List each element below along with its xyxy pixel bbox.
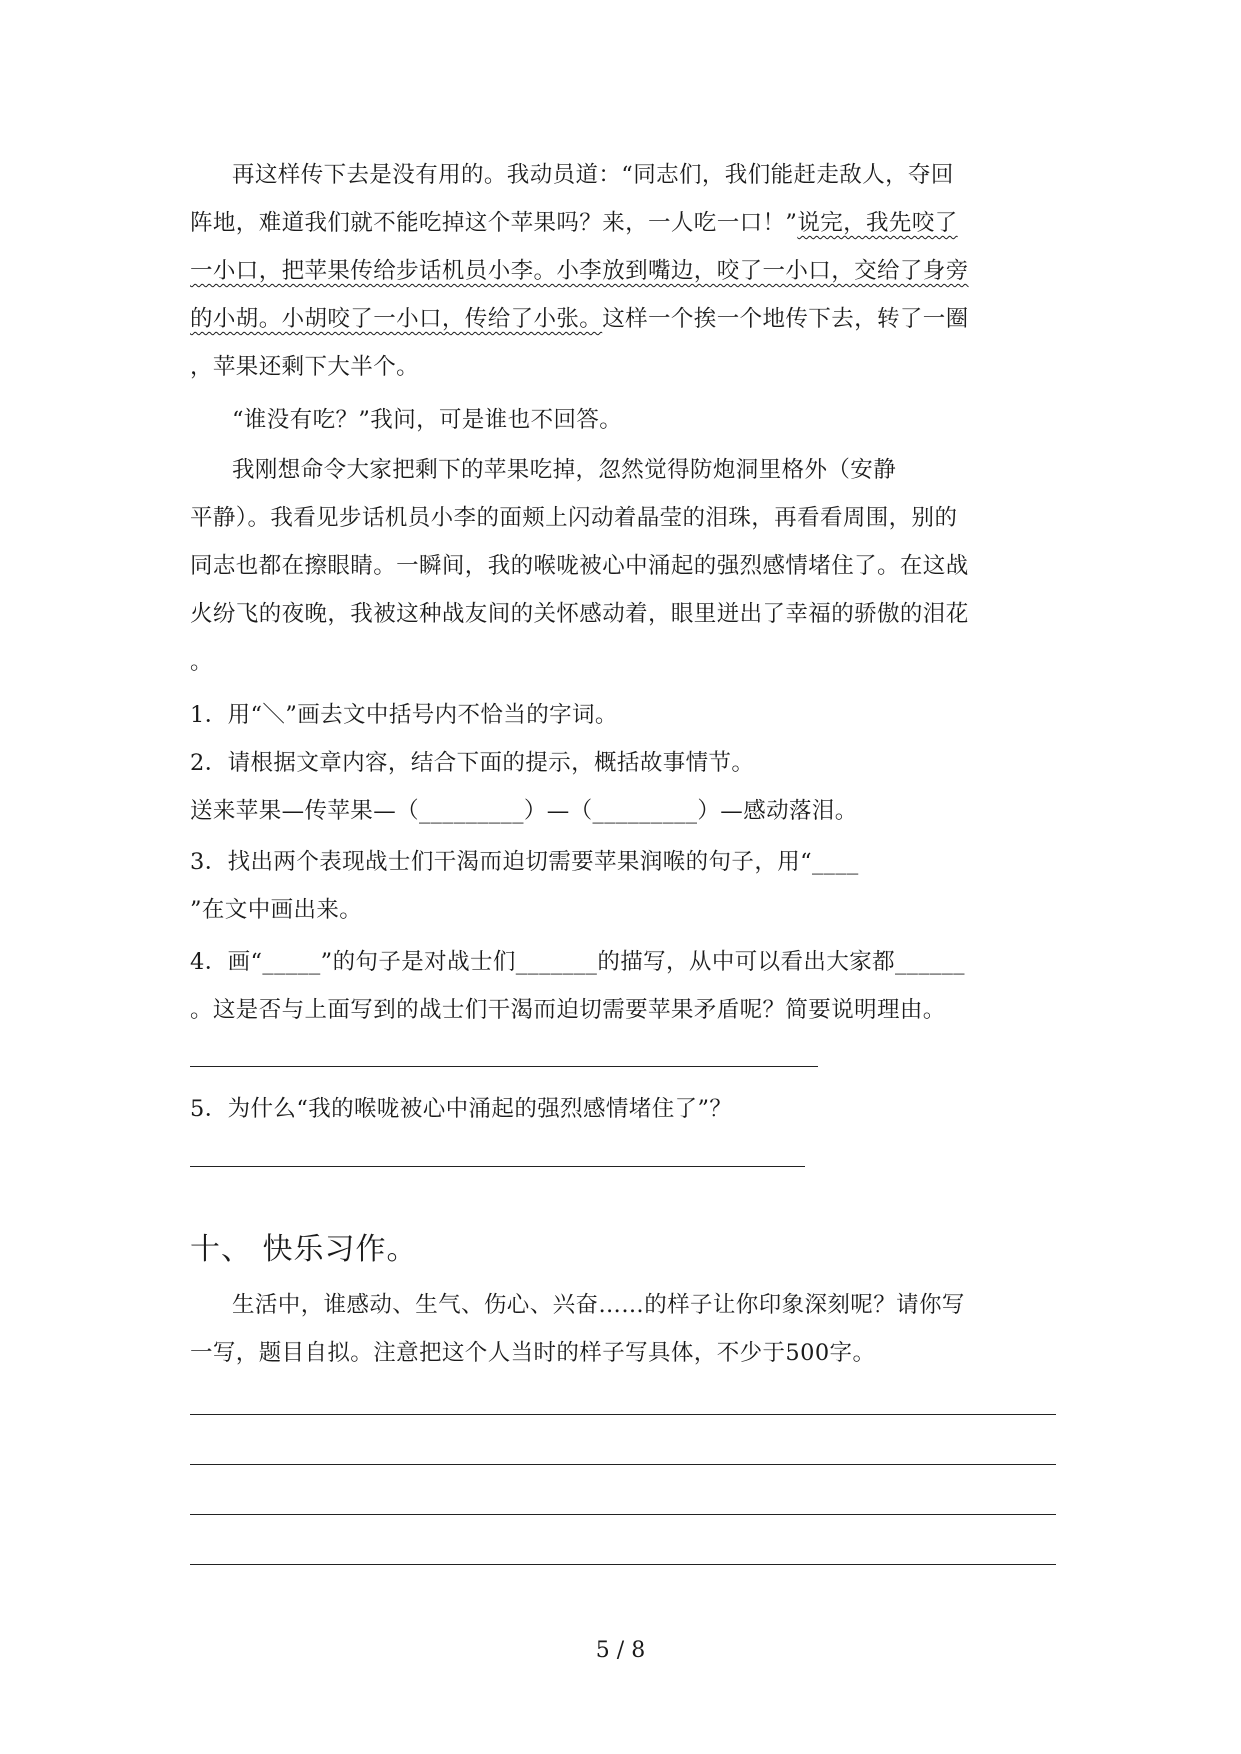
passage-line: 火纷飞的夜晚，我被这种战友间的关怀感动着，眼里迸出了幸福的骄傲的泪花: [190, 601, 969, 627]
passage-line: 同志也都在擦眼睛。一瞬间，我的喉咙被心中涌起的强烈感情堵住了。在这战: [190, 553, 969, 579]
page-number: 5 / 8: [595, 1638, 646, 1663]
passage-text: 这样一个挨一个地传下去，转了一圈: [602, 306, 969, 332]
question-3: 3．找出两个表现战士们干渴而迫切需要苹果润喉的句子，用“____: [190, 849, 859, 875]
question-3-cont: ”在文中画出来。: [190, 897, 363, 923]
writing-line[interactable]: [190, 1414, 1056, 1415]
passage-line: 。: [190, 649, 213, 675]
writing-line[interactable]: [190, 1514, 1056, 1515]
question-1: 1．用“＼”画去文中括号内不恰当的字词。: [190, 702, 618, 728]
passage-line: 平静）。我看见步话机员小李的面颊上闪动着晶莹的泪珠，再看看周围，别的: [190, 505, 958, 531]
writing-prompt: 生活中，谁感动、生气、伤心、兴奋……的样子让你印象深刻呢？请你写: [232, 1292, 965, 1318]
passage-line: “谁没有吃？”我问，可是谁也不回答。: [232, 407, 623, 433]
passage-line: [190, 256, 969, 286]
question-2: 2．请根据文章内容，结合下面的提示，概括故事情节。: [190, 750, 755, 776]
question-4-cont: 。这是否与上面写到的战士们干渴而迫切需要苹果矛盾呢？简要说明理由。: [190, 997, 946, 1023]
writing-line[interactable]: [190, 1564, 1056, 1565]
writing-prompt: 一写，题目自拟。注意把这个人当时的样子写具体，不少于500字。: [190, 1340, 876, 1366]
writing-line[interactable]: [190, 1464, 1056, 1465]
answer-line[interactable]: [190, 1066, 818, 1067]
underlined-sentence: 一小口，把苹果传给步话机员小李。小李放到嘴边，咬了一小口，交给了身旁: [190, 258, 969, 284]
section-heading: 十、 快乐习作。: [190, 1232, 418, 1267]
underlined-sentence: 说完，我先咬了: [797, 210, 958, 236]
question-4[interactable]: 4．画“_____”的句子是对战士们_______的描写，从中可以看出大家都______: [190, 949, 965, 975]
question-5: 5．为什么“我的喉咙被心中涌起的强烈感情堵住了”？: [190, 1096, 733, 1122]
passage-line: ，苹果还剩下大半个。: [190, 354, 420, 380]
passage-text: 阵地，难道我们就不能吃掉这个苹果吗？来，一人吃一口！”: [190, 210, 798, 236]
passage-line: [190, 304, 969, 334]
underlined-sentence: 的小胡。小胡咬了一小口，传给了小张。: [190, 306, 603, 332]
answer-line[interactable]: [190, 1166, 805, 1167]
passage-line: 再这样传下去是没有用的。我动员道：“同志们，我们能赶走敌人，夺回: [232, 162, 954, 188]
question-2-answer-line[interactable]: 送来苹果—传苹果—（_________）—（_________）—感动落泪。: [190, 798, 858, 824]
passage-line: [190, 208, 958, 238]
passage-line: 我刚想命令大家把剩下的苹果吃掉，忽然觉得防炮洞里格外（安静: [232, 457, 897, 483]
